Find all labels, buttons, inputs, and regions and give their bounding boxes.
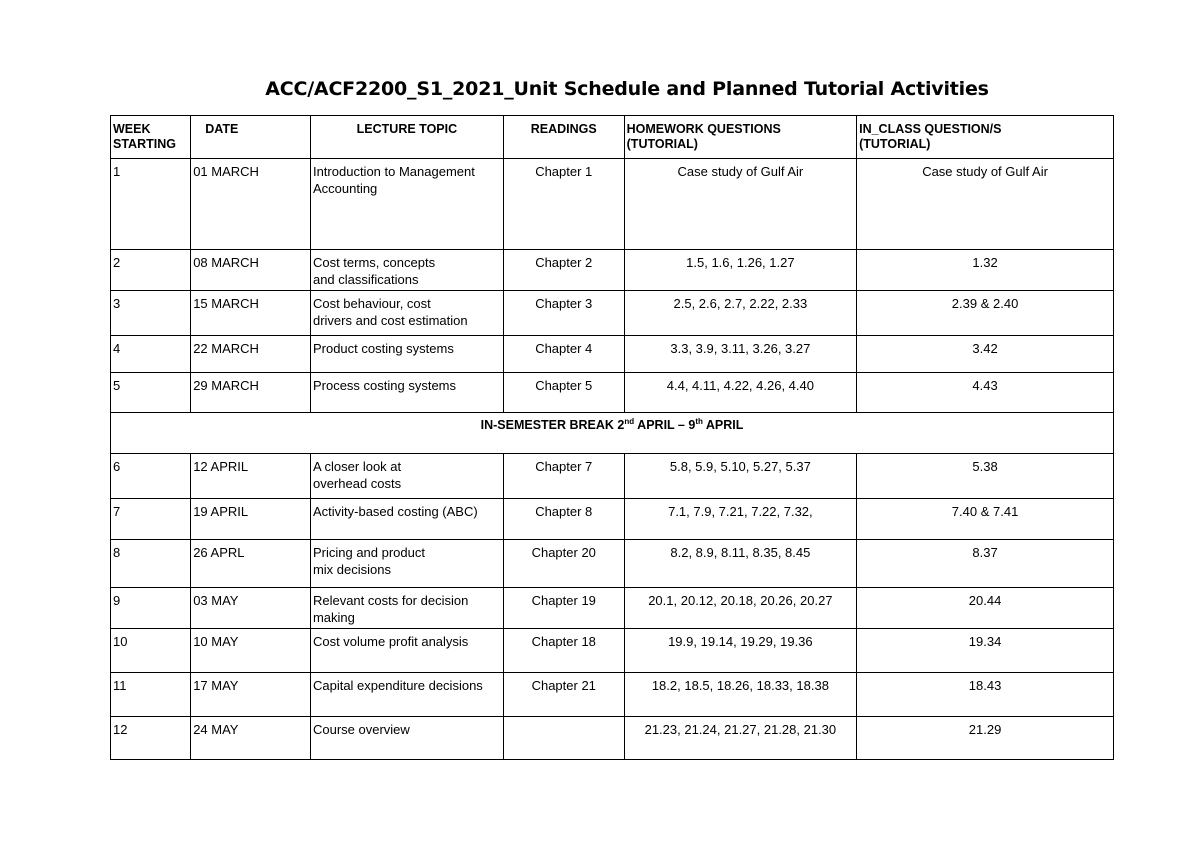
homework-cell: Case study of Gulf Air	[624, 159, 856, 250]
table-row	[111, 499, 1114, 540]
topic-line: Activity-based costing (ABC)	[312, 504, 478, 519]
topic-line: Cost terms, concepts	[312, 255, 436, 270]
topic-line: making	[312, 610, 355, 625]
readings-cell: Chapter 1	[503, 159, 624, 250]
homework-cell: 8.2, 8.9, 8.11, 8.35, 8.45	[624, 540, 856, 588]
topic-line: overhead costs	[312, 476, 402, 491]
table-row	[111, 291, 1114, 336]
topic-line: Course overview	[312, 722, 410, 737]
topic-cell	[310, 159, 503, 250]
header-homework-questions: HOMEWORK QUESTIONS (TUTORIAL)	[624, 116, 856, 159]
date-cell: 03 MAY	[191, 588, 311, 629]
homework-cell: 18.2, 18.5, 18.26, 18.33, 18.38	[624, 673, 856, 717]
table-row	[111, 250, 1114, 291]
topic-cell	[310, 588, 503, 629]
header-lecture-topic: LECTURE TOPIC	[310, 116, 503, 159]
date-cell: 26 APRL	[191, 540, 311, 588]
topic-line: drivers and cost estimation	[312, 313, 468, 328]
topic-line: Cost behaviour, cost	[312, 296, 431, 311]
week-cell: 1	[111, 159, 191, 250]
schedule-table	[110, 115, 1114, 760]
homework-cell: 20.1, 20.12, 20.18, 20.26, 20.27	[624, 588, 856, 629]
in-class-cell: 19.34	[857, 629, 1114, 673]
homework-cell: 1.5, 1.6, 1.26, 1.27	[624, 250, 856, 291]
table-row	[111, 717, 1114, 760]
date-cell: 01 MARCH	[191, 159, 311, 250]
topic-cell	[310, 673, 503, 717]
readings-cell	[503, 717, 624, 760]
in-class-cell: 8.37	[857, 540, 1114, 588]
in-class-cell: 18.43	[857, 673, 1114, 717]
homework-cell: 19.9, 19.14, 19.29, 19.36	[624, 629, 856, 673]
topic-line: Introduction to Management	[312, 164, 475, 179]
table-row	[111, 540, 1114, 588]
topic-line: Capital expenditure decisions	[312, 678, 483, 693]
table-row	[111, 159, 1114, 250]
readings-cell: Chapter 21	[503, 673, 624, 717]
date-cell: 29 MARCH	[191, 373, 311, 413]
table-row	[111, 336, 1114, 373]
semester-break-label: IN-SEMESTER BREAK 2nd APRIL – 9th APRIL	[111, 413, 1114, 454]
topic-cell	[310, 499, 503, 540]
header-readings: READINGS	[503, 116, 624, 159]
table-row	[111, 673, 1114, 717]
homework-cell: 21.23, 21.24, 21.27, 21.28, 21.30	[624, 717, 856, 760]
week-cell: 2	[111, 250, 191, 291]
week-cell: 4	[111, 336, 191, 373]
date-cell: 10 MAY	[191, 629, 311, 673]
date-cell: 15 MARCH	[191, 291, 311, 336]
in-class-cell: 5.38	[857, 454, 1114, 499]
table-row	[111, 629, 1114, 673]
topic-cell	[310, 629, 503, 673]
header-in-class-questions: IN_CLASS QUESTION/S (TUTORIAL)	[857, 116, 1114, 159]
week-cell: 12	[111, 717, 191, 760]
document-title: ACC/ACF2200_S1_2021_Unit Schedule and Planned Tutorial Activities	[265, 78, 989, 100]
header-date: DATE	[191, 116, 311, 159]
week-cell: 9	[111, 588, 191, 629]
readings-cell: Chapter 8	[503, 499, 624, 540]
topic-line: Accounting	[312, 181, 378, 196]
topic-cell	[310, 717, 503, 760]
topic-cell	[310, 373, 503, 413]
date-cell: 22 MARCH	[191, 336, 311, 373]
homework-cell: 5.8, 5.9, 5.10, 5.27, 5.37	[624, 454, 856, 499]
topic-cell	[310, 291, 503, 336]
in-class-cell: 20.44	[857, 588, 1114, 629]
week-cell: 5	[111, 373, 191, 413]
readings-cell: Chapter 2	[503, 250, 624, 291]
table-row	[111, 454, 1114, 499]
date-cell: 08 MARCH	[191, 250, 311, 291]
topic-cell	[310, 540, 503, 588]
date-cell: 24 MAY	[191, 717, 311, 760]
homework-cell: 2.5, 2.6, 2.7, 2.22, 2.33	[624, 291, 856, 336]
readings-cell: Chapter 3	[503, 291, 624, 336]
topic-line: Cost volume profit analysis	[312, 634, 469, 649]
in-class-cell: 2.39 & 2.40	[857, 291, 1114, 336]
topic-line: Relevant costs for decision	[312, 593, 469, 608]
topic-line: Process costing systems	[312, 378, 457, 393]
date-cell: 17 MAY	[191, 673, 311, 717]
week-cell: 6	[111, 454, 191, 499]
readings-cell: Chapter 5	[503, 373, 624, 413]
table-row	[111, 373, 1114, 413]
in-class-cell: 7.40 & 7.41	[857, 499, 1114, 540]
in-class-cell: 4.43	[857, 373, 1114, 413]
break-row	[111, 413, 1114, 454]
topic-line: A closer look at	[312, 459, 402, 474]
week-cell: 7	[111, 499, 191, 540]
header-row	[111, 116, 1114, 159]
date-cell: 12 APRIL	[191, 454, 311, 499]
topic-cell	[310, 250, 503, 291]
week-cell: 10	[111, 629, 191, 673]
readings-cell: Chapter 18	[503, 629, 624, 673]
homework-cell: 4.4, 4.11, 4.22, 4.26, 4.40	[624, 373, 856, 413]
week-cell: 3	[111, 291, 191, 336]
homework-cell: 3.3, 3.9, 3.11, 3.26, 3.27	[624, 336, 856, 373]
in-class-cell: 1.32	[857, 250, 1114, 291]
week-cell: 11	[111, 673, 191, 717]
topic-cell	[310, 454, 503, 499]
date-cell: 19 APRIL	[191, 499, 311, 540]
readings-cell: Chapter 7	[503, 454, 624, 499]
readings-cell: Chapter 4	[503, 336, 624, 373]
header-week-starting: WEEK STARTING	[111, 116, 191, 159]
readings-cell: Chapter 20	[503, 540, 624, 588]
readings-cell: Chapter 19	[503, 588, 624, 629]
topic-line: Pricing and product	[312, 545, 425, 560]
in-class-cell: 3.42	[857, 336, 1114, 373]
topic-line: and classifications	[312, 272, 419, 287]
schedule-body	[111, 159, 1114, 760]
table-row	[111, 588, 1114, 629]
in-class-cell: Case study of Gulf Air	[857, 159, 1114, 250]
topic-line: Product costing systems	[312, 341, 454, 356]
homework-cell: 7.1, 7.9, 7.21, 7.22, 7.32,	[624, 499, 856, 540]
topic-cell	[310, 336, 503, 373]
in-class-cell: 21.29	[857, 717, 1114, 760]
topic-line: mix decisions	[312, 562, 391, 577]
week-cell: 8	[111, 540, 191, 588]
